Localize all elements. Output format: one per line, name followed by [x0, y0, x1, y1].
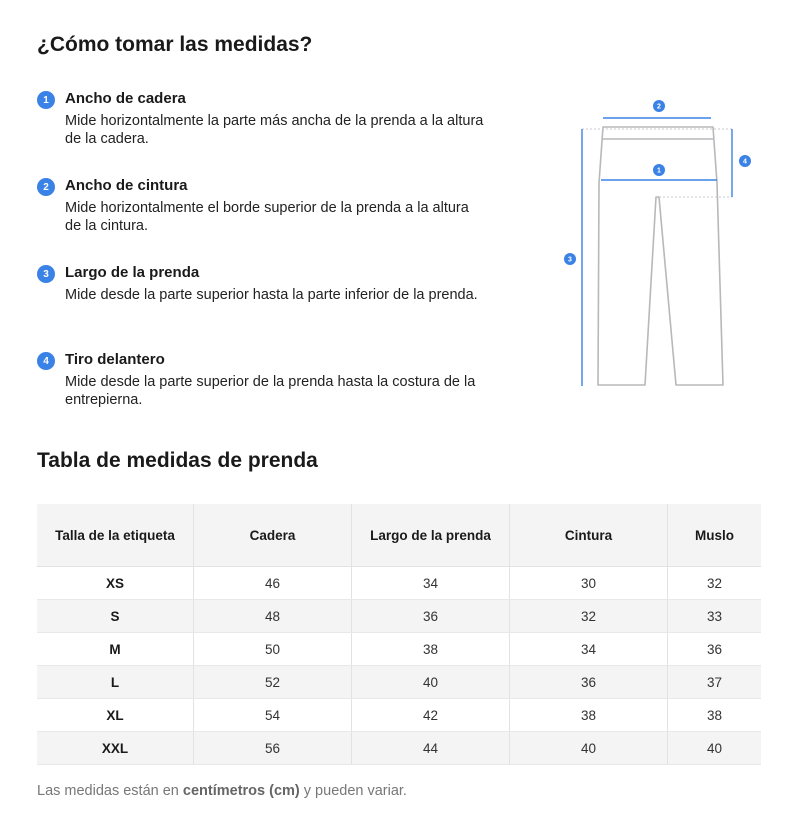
- step-hip-width: [37, 90, 487, 177]
- svg-text:4: 4: [743, 158, 747, 166]
- table-cell: 56: [194, 732, 352, 765]
- table-cell: 52: [194, 666, 352, 699]
- table-cell: 36: [510, 666, 668, 699]
- step-title: Ancho de cadera: [65, 90, 186, 107]
- table-cell: 30: [510, 567, 668, 600]
- table-cell: 40: [668, 732, 762, 765]
- table-cell: 38: [510, 699, 668, 732]
- step-number-badge: 3: [37, 265, 55, 283]
- step-number-badge: 1: [37, 91, 55, 109]
- svg-text:3: 3: [568, 256, 572, 264]
- table-row: [37, 600, 761, 633]
- step-title: Tiro delantero: [65, 351, 165, 368]
- step-title: Ancho de cintura: [65, 177, 188, 194]
- marker-badge-3: [564, 253, 576, 265]
- pants-measurement-diagram: [555, 95, 755, 395]
- size-label: L: [37, 666, 194, 699]
- table-cell: 38: [352, 633, 510, 666]
- table-row: [37, 732, 761, 765]
- footnote-prefix: Las medidas están en: [37, 783, 179, 799]
- table-cell: 32: [510, 600, 668, 633]
- table-row: [37, 699, 761, 732]
- step-number-badge: 4: [37, 352, 55, 370]
- step-front-rise: [37, 351, 487, 438]
- table-cell: 33: [668, 600, 762, 633]
- size-label: XS: [37, 567, 194, 600]
- marker-badge-2: [653, 100, 665, 112]
- step-description: Mide horizontalmente el borde superior de la prenda a la altura de la cintura.: [65, 200, 469, 234]
- size-label: XXL: [37, 732, 194, 765]
- table-cell: 38: [668, 699, 762, 732]
- column-header-length: Largo de la prenda: [352, 504, 510, 567]
- footnote-units: centímetros (cm): [182, 783, 300, 799]
- page-title: ¿Cómo tomar las medidas?: [37, 33, 313, 56]
- table-cell: 46: [194, 567, 352, 600]
- table-cell: 40: [510, 732, 668, 765]
- table-cell: 40: [352, 666, 510, 699]
- marker-badge-1: [653, 164, 665, 176]
- table-header-row: [37, 504, 761, 567]
- step-title: Largo de la prenda: [65, 264, 200, 281]
- size-label: M: [37, 633, 194, 666]
- table-row: [37, 567, 761, 600]
- table-cell: 32: [668, 567, 762, 600]
- column-header-thigh: Muslo: [668, 504, 762, 567]
- step-description: Mide horizontalmente la parte más ancha de la prenda a la altura de la cadera.: [65, 113, 484, 147]
- svg-text:2: 2: [657, 103, 661, 111]
- svg-text:1: 1: [657, 167, 661, 175]
- step-number-badge: 2: [37, 178, 55, 196]
- table-cell: 36: [352, 600, 510, 633]
- table-title: Tabla de medidas de prenda: [37, 449, 318, 472]
- table-cell: 42: [352, 699, 510, 732]
- table-cell: 48: [194, 600, 352, 633]
- column-header-waist: Cintura: [510, 504, 668, 567]
- step-description: Mide desde la parte superior hasta la parte inferior de la prenda.: [65, 287, 478, 303]
- step-waist-width: [37, 177, 487, 264]
- column-header-hip: Cadera: [194, 504, 352, 567]
- table-row: [37, 633, 761, 666]
- table-cell: 34: [352, 567, 510, 600]
- table-cell: 50: [194, 633, 352, 666]
- size-label: XL: [37, 699, 194, 732]
- step-garment-length: [37, 264, 487, 351]
- marker-badge-4: [739, 155, 751, 167]
- table-cell: 36: [668, 633, 762, 666]
- table-cell: 34: [510, 633, 668, 666]
- table-row: [37, 666, 761, 699]
- column-header-size: Talla de la etiqueta: [37, 504, 194, 567]
- size-label: S: [37, 600, 194, 633]
- measurement-steps: [37, 90, 487, 438]
- size-table: [37, 504, 761, 765]
- step-description: Mide desde la parte superior de la prenda hasta la costura de la entrepierna.: [65, 374, 476, 408]
- units-footnote: [37, 783, 407, 799]
- table-cell: 44: [352, 732, 510, 765]
- footnote-suffix: y pueden variar.: [303, 783, 407, 799]
- table-cell: 37: [668, 666, 762, 699]
- table-cell: 54: [194, 699, 352, 732]
